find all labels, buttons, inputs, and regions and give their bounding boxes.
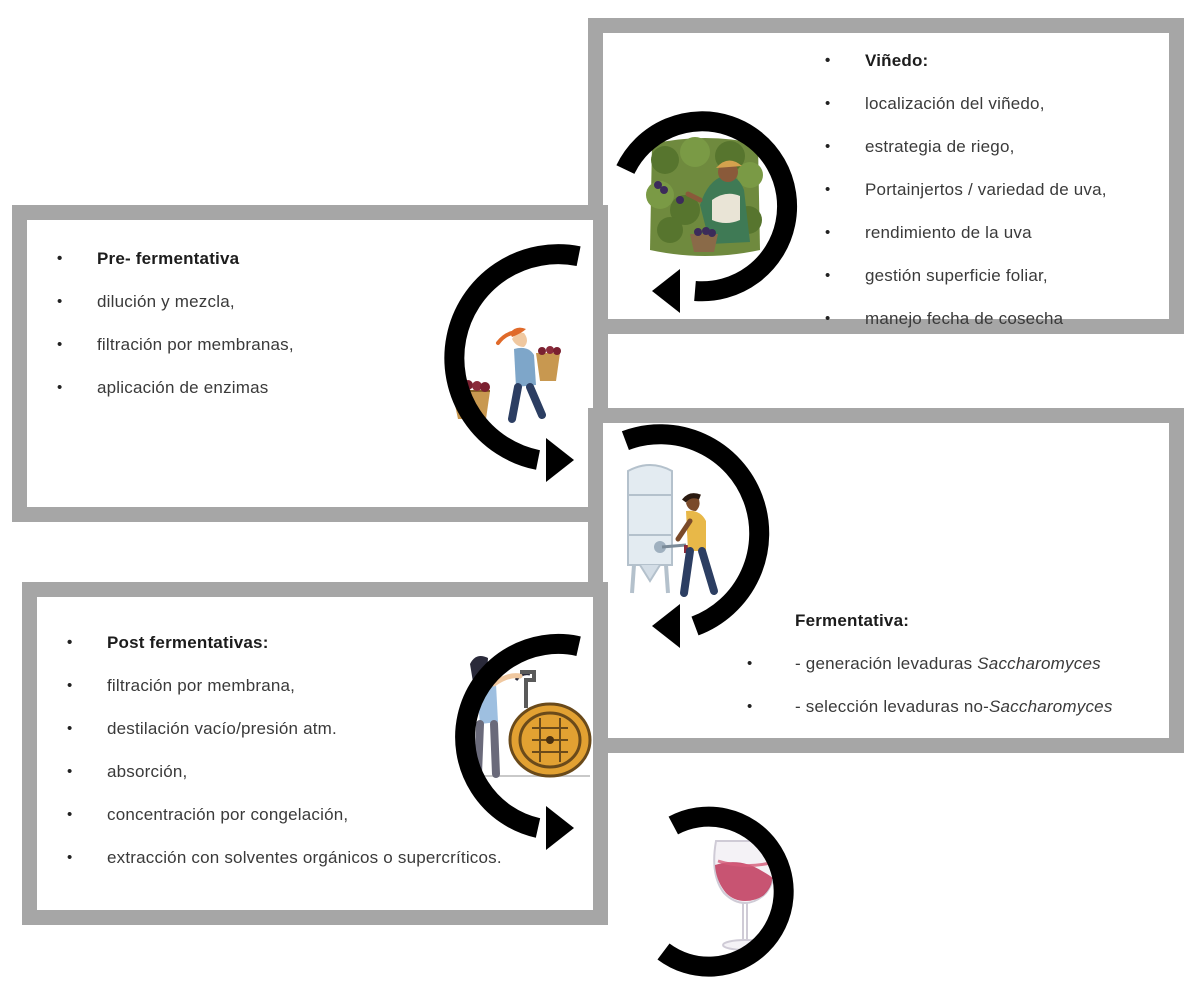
list-item: • manejo fecha de cosecha <box>825 297 1107 340</box>
cycle-arrow-4 <box>465 644 578 828</box>
list-item: • absorción, <box>67 750 502 793</box>
arrow-head-4 <box>546 806 574 850</box>
cycle-arrow-2 <box>454 254 578 460</box>
pre-title: • Pre- fermentativa <box>57 237 294 280</box>
post-title: • Post fermentativas: <box>67 621 502 664</box>
list-item: • extracción con solventes orgánicos o supercríticos. <box>67 836 502 879</box>
list-item: • Portainjertos / variedad de uva, <box>825 168 1107 211</box>
fermentativa-title: Fermentativa: <box>795 611 910 630</box>
list-item: • filtración por membranas, <box>57 323 294 366</box>
cycle-arrow-3 <box>625 434 759 626</box>
list-item: • filtración por membrana, <box>67 664 502 707</box>
arrow-head-3 <box>652 604 680 648</box>
arrow-head-1 <box>652 269 680 313</box>
list-item: • dilución y mezcla, <box>57 280 294 323</box>
list-item: • destilación vacío/presión atm. <box>67 707 502 750</box>
list-item: • gestión superficie foliar, <box>825 254 1107 297</box>
cycle-arrow-1 <box>625 121 787 291</box>
list-item: • - selección levaduras no-Saccharomyces <box>747 685 1113 728</box>
list-item: • estrategia de riego, <box>825 125 1107 168</box>
list-item: • aplicación de enzimas <box>57 366 294 409</box>
cycle-arrow-5 <box>664 817 784 967</box>
list-item: • - generación levaduras Saccharomyces <box>747 642 1113 685</box>
list-item: • localización del viñedo, <box>825 82 1107 125</box>
vinedo-title: • Viñedo: <box>825 39 1107 82</box>
list-item: • concentración por congelación, <box>67 793 502 836</box>
list-item: • rendimiento de la uva <box>825 211 1107 254</box>
arrow-head-2 <box>546 438 574 482</box>
